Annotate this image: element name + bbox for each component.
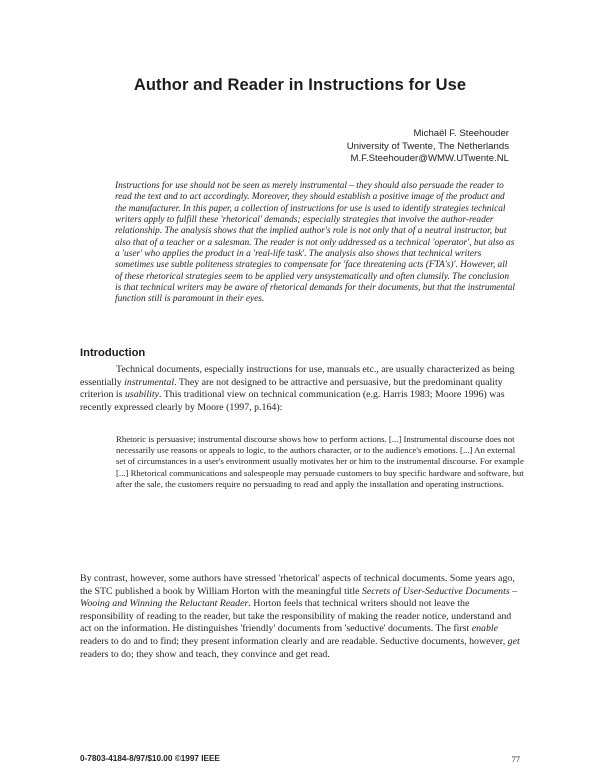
text-run: . They are not designed to be attractive and persuasive, but the predominant quality criterion is <box>80 376 503 401</box>
emphasis-run: usability <box>124 389 159 401</box>
emphasis-run: instrumental <box>124 376 175 388</box>
text-run: By contrast, however, some authors have stressed 'rhetorical' aspects of technical documents. Some years ago, the STC published a book by William Horton with the meaningful title <box>80 573 515 597</box>
text-run: readers to do and to find; they present information clearly and are readable. Seductive documents, however, <box>80 635 508 647</box>
emphasis-run: enable <box>471 623 499 635</box>
section-heading-introduction: Introduction <box>80 347 146 359</box>
paper-title: Author and Reader in Instructions for Use <box>133 76 467 94</box>
block-quote: Rhetoric is persuasive; instrumental discourse shows how to perform actions. [...] Instrumental discourse does not necessarily use reasons or appeals to logic, to the authors character, or to the audience's emotions. [...] An external set of circumstances in a user's environment usually motivates her or him to the instrumental discourse. For example [...] Rhetorical communications and salespeople may persuade customers to buy specific hardware and software, but after the sale, the customers require no persuading to read and apply the installation and operating instructions. <box>116 434 524 489</box>
introduction-paragraph-2 <box>80 573 520 661</box>
footer-page-number: 77 <box>511 754 520 764</box>
footer-isbn: 0-7803-4184-8/97/$10.00 ©1997 IEEE <box>80 754 220 763</box>
text-run: . Horton feels that technical writers should not leave the responsibility of reading to the reader, but take the responsibility of making the reader notice, understand and act on the information. He distinguishes 'friendly' documents from 'seductive' documents. The first <box>80 598 512 635</box>
abstract: Instructions for use should not be seen as merely instrumental – they should also persuade the reader to read the text and to act accordingly. Moreover, they should establish a positive image of the product and the manufacturer. In this paper, a collection of instructions for use is used to identify strategies technical writers apply to fulfill these 'rhetorical' demands; especially strategies that involve the author-reader relationship. The analysis shows that the implied author's role is not only that of a neutral instructor, but also that of a teacher or a salesman. The reader is not only addressed as a technical 'operator', but also as a 'user' who applies the product in a 'real-life task'. The analysis also shows that technical writers sometimes use subtle politeness strategies to compensate for 'face threatening acts (FTA's)'. However, all of these rhetorical strategies seem to be applied very unsystematically and often clumsily. The conclusion is that technical writers may be aware of rhetorical demands for their documents, but that the instrumental function still is paramount in their eyes. <box>115 181 515 305</box>
text-run: . This traditional view on technical communication (e.g. Harris 1983; Moore 1996) was recently expressed clearly by Moore (1997, p.164): <box>80 389 505 413</box>
author-name: Michaël F. Steehouder <box>413 128 509 139</box>
author-email: M.F.Steehouder@WMW.UTwente.NL <box>350 153 509 165</box>
emphasis-run: Secrets of User-Seductive Documents – Wooing and Winning the Reluctant Reader <box>80 585 518 610</box>
author-block <box>347 128 509 166</box>
text-run: Technical documents, especially instructions for use, manuals etc., are usually characterized as being essentially <box>80 364 515 388</box>
introduction-paragraph-1 <box>80 364 520 414</box>
author-affiliation: University of Twente, The Netherlands <box>346 140 509 152</box>
emphasis-run: get <box>507 635 520 647</box>
text-run: readers to do; they show and teach, they convince and get read. <box>80 648 330 660</box>
